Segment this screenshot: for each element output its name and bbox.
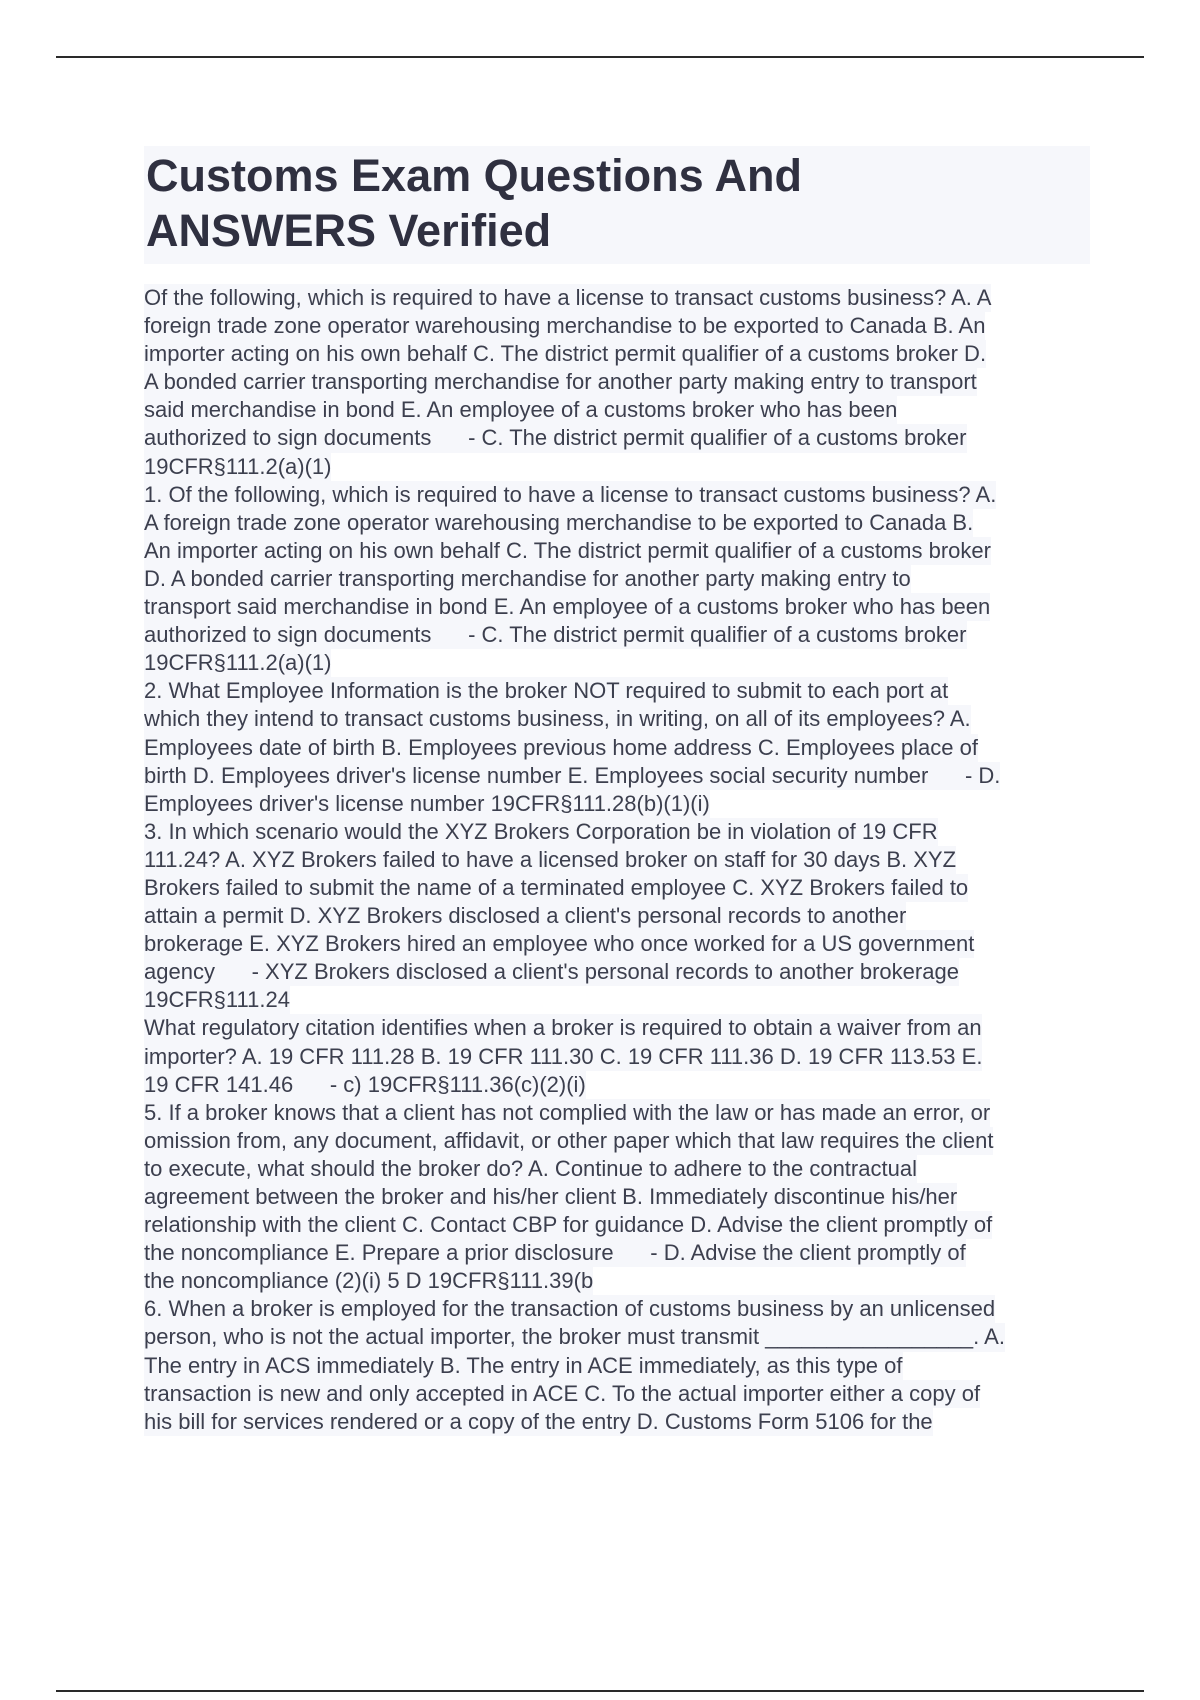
body-text-line: 19 CFR 141.46 - c) 19CFR§111.36(c)(2)(i) bbox=[144, 1071, 586, 1099]
body-text-line: importer acting on his own behalf C. The district permit qualifier of a customs broker D. bbox=[144, 340, 986, 368]
body-text-line: agency - XYZ Brokers disclosed a client's personal records to another brokerage bbox=[144, 958, 959, 986]
body-text-line: relationship with the client C. Contact CBP for guidance D. Advise the client promptly of bbox=[144, 1211, 992, 1239]
body-text-line: Of the following, which is required to have a license to transact customs business? A. A bbox=[144, 284, 991, 312]
body-text-line: authorized to sign documents - C. The district permit qualifier of a customs broker bbox=[144, 424, 967, 452]
body-text-line: agreement between the broker and his/her client B. Immediately discontinue his/her bbox=[144, 1183, 957, 1211]
body-text-line: said merchandise in bond E. An employee of a customs broker who has been bbox=[144, 396, 897, 424]
body-text-line: 19CFR§111.24 bbox=[144, 986, 290, 1014]
body-text-line: 2. What Employee Information is the broker NOT required to submit to each port at bbox=[144, 677, 948, 705]
page-title-line-2: ANSWERS Verified bbox=[146, 205, 552, 256]
body-text-line: The entry in ACS immediately B. The entry in ACE immediately, as this type of bbox=[144, 1352, 903, 1380]
body-text-line: foreign trade zone operator warehousing merchandise to be exported to Canada B. An bbox=[144, 312, 985, 340]
body-text-line: transaction is new and only accepted in ACE C. To the actual importer either a copy of bbox=[144, 1380, 980, 1408]
body-text-line: Employees driver's license number 19CFR§111.28(b)(1)(i) bbox=[144, 790, 710, 818]
body-text-line: authorized to sign documents - C. The district permit qualifier of a customs broker bbox=[144, 621, 967, 649]
body-text-line: A foreign trade zone operator warehousing merchandise to be exported to Canada B. bbox=[144, 509, 973, 537]
body-text-line: What regulatory citation identifies when a broker is required to obtain a waiver from an bbox=[144, 1014, 982, 1042]
title-block bbox=[144, 146, 1090, 264]
body-text-line: the noncompliance E. Prepare a prior disclosure - D. Advise the client promptly of bbox=[144, 1239, 966, 1267]
top-divider bbox=[56, 56, 1144, 58]
page-title-line-1: Customs Exam Questions And bbox=[146, 150, 802, 201]
body-text-line: 6. When a broker is employed for the transaction of customs business by an unlicensed bbox=[144, 1295, 995, 1323]
body-text-line: omission from, any document, affidavit, or other paper which that law requires the client bbox=[144, 1127, 993, 1155]
body-text-line: D. A bonded carrier transporting merchandise for another party making entry to bbox=[144, 565, 911, 593]
body-text-line: Employees date of birth B. Employees previous home address C. Employees place of bbox=[144, 734, 978, 762]
page-title bbox=[144, 146, 1090, 264]
body-text-line: Brokers failed to submit the name of a terminated employee C. XYZ Brokers failed to bbox=[144, 874, 968, 902]
body-text-line: 1. Of the following, which is required to have a license to transact customs business? A. bbox=[144, 481, 996, 509]
body-text-line: 111.24? A. XYZ Brokers failed to have a licensed broker on staff for 30 days B. XYZ bbox=[144, 846, 956, 874]
body-text-line: which they intend to transact customs business, in writing, on all of its employees? A. bbox=[144, 705, 971, 733]
body-text-line: to execute, what should the broker do? A. Continue to adhere to the contractual bbox=[144, 1155, 917, 1183]
body-text-line: 3. In which scenario would the XYZ Brokers Corporation be in violation of 19 CFR bbox=[144, 818, 938, 846]
body-text-line: 5. If a broker knows that a client has not complied with the law or has made an error, or bbox=[144, 1099, 990, 1127]
bottom-divider bbox=[56, 1690, 1144, 1692]
body-text-line: A bonded carrier transporting merchandise for another party making entry to transport bbox=[144, 368, 977, 396]
body-text-line: importer? A. 19 CFR 111.28 B. 19 CFR 111.30 C. 19 CFR 111.36 D. 19 CFR 113.53 E. bbox=[144, 1043, 982, 1071]
document-body bbox=[144, 284, 1092, 1436]
body-text-line: birth D. Employees driver's license number E. Employees social security number - D. bbox=[144, 762, 1000, 790]
body-text-line: his bill for services rendered or a copy of the entry D. Customs Form 5106 for the bbox=[144, 1408, 933, 1436]
body-text-line: An importer acting on his own behalf C. The district permit qualifier of a customs broker bbox=[144, 537, 991, 565]
body-text-line: 19CFR§111.2(a)(1) bbox=[144, 649, 331, 677]
body-text-line: the noncompliance (2)(i) 5 D 19CFR§111.39(b bbox=[144, 1267, 593, 1295]
body-text-line: 19CFR§111.2(a)(1) bbox=[144, 453, 331, 481]
body-text-line: person, who is not the actual importer, the broker must transmit _________________. A. bbox=[144, 1323, 1005, 1351]
body-text-line: attain a permit D. XYZ Brokers disclosed a client's personal records to another bbox=[144, 902, 906, 930]
body-text-line: brokerage E. XYZ Brokers hired an employee who once worked for a US government bbox=[144, 930, 974, 958]
body-text-line: transport said merchandise in bond E. An employee of a customs broker who has been bbox=[144, 593, 990, 621]
